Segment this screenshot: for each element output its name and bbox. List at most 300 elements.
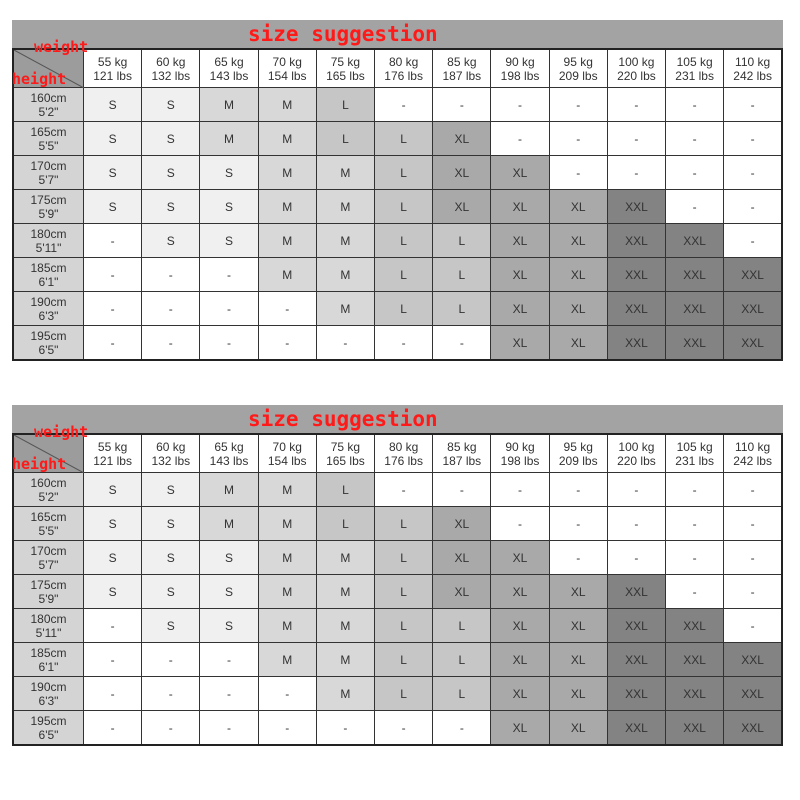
size-cell: M bbox=[316, 156, 374, 190]
weight-kg: 100 kg bbox=[618, 54, 655, 69]
weight-lbs: 231 lbs bbox=[675, 453, 714, 468]
height-ft: 5'9" bbox=[38, 591, 59, 606]
height-cm: 180cm bbox=[30, 226, 67, 241]
weight-header bbox=[666, 434, 724, 473]
height-cm: 175cm bbox=[30, 192, 67, 207]
size-cell: - bbox=[724, 541, 782, 575]
size-cell: - bbox=[142, 643, 200, 677]
size-cell: XL bbox=[433, 541, 491, 575]
size-cell: XXL bbox=[607, 224, 665, 258]
size-cell: L bbox=[316, 88, 374, 122]
size-cell: M bbox=[316, 541, 374, 575]
size-cell: L bbox=[433, 224, 491, 258]
size-cell: S bbox=[84, 541, 142, 575]
height-ft: 6'3" bbox=[38, 308, 59, 323]
size-cell: S bbox=[142, 88, 200, 122]
weight-kg: 55 kg bbox=[97, 54, 128, 69]
height-cm: 165cm bbox=[30, 509, 67, 524]
size-cell: M bbox=[258, 190, 316, 224]
size-cell: M bbox=[316, 258, 374, 292]
height-ft: 6'5" bbox=[38, 342, 59, 357]
size-cell: L bbox=[375, 507, 433, 541]
size-cell: - bbox=[666, 190, 724, 224]
size-cell: XL bbox=[549, 190, 607, 224]
size-cell: S bbox=[142, 122, 200, 156]
size-cell: L bbox=[375, 258, 433, 292]
weight-header bbox=[142, 49, 200, 88]
weight-lbs: 165 lbs bbox=[326, 68, 365, 83]
size-cell: - bbox=[200, 326, 258, 361]
size-cell: - bbox=[258, 677, 316, 711]
size-cell: XL bbox=[433, 156, 491, 190]
size-cell: XXL bbox=[607, 326, 665, 361]
weight-header bbox=[491, 434, 549, 473]
size-cell: S bbox=[142, 224, 200, 258]
weight-kg: 85 kg bbox=[447, 54, 477, 69]
size-cell: XL bbox=[433, 190, 491, 224]
size-cell: - bbox=[200, 643, 258, 677]
height-cm: 170cm bbox=[30, 158, 67, 173]
size-cell: - bbox=[724, 609, 782, 643]
weight-lbs: 121 lbs bbox=[93, 68, 132, 83]
height-ft: 5'9" bbox=[38, 206, 59, 221]
height-ft: 5'11" bbox=[35, 625, 62, 640]
size-cell: - bbox=[433, 88, 491, 122]
size-cell: M bbox=[316, 190, 374, 224]
height-header bbox=[13, 292, 84, 326]
size-cell: S bbox=[84, 473, 142, 507]
size-cell: M bbox=[200, 88, 258, 122]
size-cell: XXL bbox=[607, 292, 665, 326]
weight-lbs: 209 lbs bbox=[558, 453, 598, 468]
size-cell: S bbox=[200, 156, 258, 190]
size-cell: XXL bbox=[724, 677, 782, 711]
size-cell: M bbox=[200, 507, 258, 541]
size-cell: - bbox=[549, 541, 607, 575]
size-cell: XL bbox=[549, 609, 607, 643]
weight-header bbox=[433, 434, 491, 473]
size-cell: XL bbox=[491, 643, 549, 677]
size-cell: - bbox=[84, 643, 142, 677]
weight-header bbox=[200, 434, 258, 473]
size-chart-top bbox=[12, 20, 783, 361]
height-cm: 185cm bbox=[30, 645, 67, 660]
size-cell: L bbox=[375, 190, 433, 224]
size-cell: - bbox=[549, 507, 607, 541]
size-cell: - bbox=[491, 507, 549, 541]
weight-lbs: 187 lbs bbox=[442, 68, 482, 83]
size-cell: - bbox=[258, 292, 316, 326]
header-row bbox=[13, 434, 782, 473]
size-cell: - bbox=[142, 258, 200, 292]
weight-kg: 95 kg bbox=[563, 54, 593, 69]
size-cell: XL bbox=[491, 677, 549, 711]
weight-kg: 60 kg bbox=[156, 54, 186, 69]
height-label: height bbox=[12, 70, 67, 88]
height-ft: 5'7" bbox=[38, 557, 59, 572]
weight-header bbox=[316, 434, 374, 473]
size-cell: XXL bbox=[666, 677, 724, 711]
size-cell: - bbox=[84, 677, 142, 711]
size-cell: - bbox=[666, 122, 724, 156]
table-row bbox=[13, 677, 782, 711]
table-row bbox=[13, 326, 782, 361]
size-cell: S bbox=[84, 122, 142, 156]
size-cell: L bbox=[316, 122, 374, 156]
table-row bbox=[13, 292, 782, 326]
height-header bbox=[13, 122, 84, 156]
weight-header bbox=[724, 434, 782, 473]
weight-lbs: 154 lbs bbox=[267, 453, 307, 468]
size-cell: XXL bbox=[607, 258, 665, 292]
header-row bbox=[13, 49, 782, 88]
corner-cell bbox=[12, 423, 89, 473]
size-cell: - bbox=[607, 122, 665, 156]
size-cell: L bbox=[375, 609, 433, 643]
size-cell: M bbox=[258, 122, 316, 156]
size-cell: - bbox=[142, 711, 200, 746]
size-cell: M bbox=[316, 224, 374, 258]
size-cell: XXL bbox=[666, 609, 724, 643]
size-cell: M bbox=[258, 541, 316, 575]
size-cell: M bbox=[258, 224, 316, 258]
size-cell: L bbox=[375, 224, 433, 258]
height-cm: 180cm bbox=[30, 611, 67, 626]
size-cell: - bbox=[549, 122, 607, 156]
size-cell: XXL bbox=[666, 224, 724, 258]
size-cell: S bbox=[200, 609, 258, 643]
size-cell: S bbox=[84, 507, 142, 541]
size-cell: XL bbox=[491, 711, 549, 746]
weight-header bbox=[84, 434, 142, 473]
size-cell: - bbox=[607, 541, 665, 575]
height-cm: 160cm bbox=[30, 475, 67, 490]
height-header bbox=[13, 609, 84, 643]
weight-lbs: 132 lbs bbox=[151, 453, 191, 468]
size-cell: S bbox=[84, 88, 142, 122]
size-cell: S bbox=[200, 541, 258, 575]
height-cm: 185cm bbox=[30, 260, 67, 275]
weight-lbs: 143 lbs bbox=[209, 453, 249, 468]
size-cell: S bbox=[142, 609, 200, 643]
size-table bbox=[12, 423, 783, 746]
size-cell: - bbox=[375, 326, 433, 361]
size-cell: - bbox=[607, 507, 665, 541]
size-cell: XXL bbox=[724, 643, 782, 677]
height-label: height bbox=[12, 455, 67, 473]
weight-lbs: 198 lbs bbox=[500, 68, 540, 83]
size-cell: - bbox=[375, 711, 433, 746]
weight-lbs: 187 lbs bbox=[442, 453, 482, 468]
weight-kg: 60 kg bbox=[156, 439, 186, 454]
size-cell: XXL bbox=[607, 575, 665, 609]
weight-kg: 70 kg bbox=[272, 54, 302, 69]
size-cell: S bbox=[142, 507, 200, 541]
size-cell: - bbox=[666, 575, 724, 609]
size-cell: L bbox=[375, 643, 433, 677]
size-cell: - bbox=[724, 575, 782, 609]
height-header bbox=[13, 326, 84, 361]
height-header bbox=[13, 677, 84, 711]
weight-header bbox=[142, 434, 200, 473]
height-cm: 175cm bbox=[30, 577, 67, 592]
size-cell: M bbox=[258, 258, 316, 292]
chart-title: size suggestion bbox=[248, 22, 438, 46]
weight-kg: 85 kg bbox=[447, 439, 477, 454]
size-cell: - bbox=[607, 88, 665, 122]
weight-header bbox=[375, 434, 433, 473]
size-cell: L bbox=[433, 258, 491, 292]
size-cell: XXL bbox=[607, 190, 665, 224]
table-row bbox=[13, 122, 782, 156]
weight-header bbox=[607, 434, 665, 473]
weight-lbs: 165 lbs bbox=[326, 453, 365, 468]
weight-lbs: 121 lbs bbox=[93, 453, 132, 468]
weight-kg: 80 kg bbox=[388, 439, 419, 454]
height-header bbox=[13, 507, 84, 541]
weight-header bbox=[258, 434, 316, 473]
weight-header bbox=[433, 49, 491, 88]
size-cell: XL bbox=[433, 507, 491, 541]
size-cell: L bbox=[375, 122, 433, 156]
weight-kg: 90 kg bbox=[505, 54, 535, 69]
size-cell: L bbox=[375, 292, 433, 326]
size-cell: XXL bbox=[666, 326, 724, 361]
size-cell: XL bbox=[491, 156, 549, 190]
size-cell: XL bbox=[491, 258, 549, 292]
size-cell: - bbox=[724, 507, 782, 541]
size-cell: XL bbox=[549, 258, 607, 292]
height-ft: 6'1" bbox=[38, 274, 59, 289]
size-cell: - bbox=[491, 473, 549, 507]
size-cell: - bbox=[84, 292, 142, 326]
size-cell: XL bbox=[549, 224, 607, 258]
size-cell: M bbox=[258, 156, 316, 190]
table-row bbox=[13, 609, 782, 643]
size-cell: - bbox=[549, 473, 607, 507]
height-cm: 190cm bbox=[30, 294, 67, 309]
size-cell: XL bbox=[549, 643, 607, 677]
table-row bbox=[13, 88, 782, 122]
height-ft: 5'11" bbox=[35, 240, 62, 255]
size-cell: S bbox=[200, 575, 258, 609]
size-cell: - bbox=[142, 292, 200, 326]
size-cell: XXL bbox=[607, 677, 665, 711]
size-cell: XL bbox=[549, 677, 607, 711]
size-cell: XXL bbox=[607, 711, 665, 746]
height-header bbox=[13, 224, 84, 258]
height-cm: 195cm bbox=[30, 713, 67, 728]
size-cell: - bbox=[84, 326, 142, 361]
size-cell: XL bbox=[491, 326, 549, 361]
size-cell: S bbox=[200, 224, 258, 258]
size-cell: M bbox=[316, 643, 374, 677]
size-cell: - bbox=[724, 190, 782, 224]
size-cell: XXL bbox=[724, 292, 782, 326]
table-row bbox=[13, 643, 782, 677]
size-cell: L bbox=[433, 609, 491, 643]
height-header bbox=[13, 473, 84, 507]
weight-label: weight bbox=[34, 38, 89, 56]
height-cm: 190cm bbox=[30, 679, 67, 694]
size-cell: XL bbox=[491, 609, 549, 643]
height-ft: 6'5" bbox=[38, 727, 59, 742]
size-table bbox=[12, 38, 783, 361]
size-cell: S bbox=[142, 190, 200, 224]
height-cm: 165cm bbox=[30, 124, 67, 139]
size-cell: M bbox=[258, 473, 316, 507]
size-cell: - bbox=[84, 711, 142, 746]
size-cell: XL bbox=[549, 711, 607, 746]
weight-kg: 55 kg bbox=[97, 439, 128, 454]
size-cell: L bbox=[375, 575, 433, 609]
height-header bbox=[13, 190, 84, 224]
weight-kg: 105 kg bbox=[676, 54, 713, 69]
height-header bbox=[13, 258, 84, 292]
height-ft: 5'5" bbox=[38, 138, 59, 153]
size-cell: XXL bbox=[607, 643, 665, 677]
size-cell: S bbox=[142, 575, 200, 609]
height-ft: 6'1" bbox=[38, 659, 59, 674]
size-cell: - bbox=[375, 473, 433, 507]
table-row bbox=[13, 711, 782, 746]
size-cell: XL bbox=[491, 541, 549, 575]
size-cell: XXL bbox=[666, 711, 724, 746]
size-cell: M bbox=[200, 473, 258, 507]
size-cell: - bbox=[200, 677, 258, 711]
size-cell: L bbox=[375, 677, 433, 711]
size-cell: XL bbox=[549, 575, 607, 609]
weight-lbs: 209 lbs bbox=[558, 68, 598, 83]
weight-lbs: 220 lbs bbox=[617, 453, 656, 468]
height-header bbox=[13, 541, 84, 575]
weight-kg: 75 kg bbox=[330, 439, 361, 454]
height-header bbox=[13, 643, 84, 677]
height-ft: 6'3" bbox=[38, 693, 59, 708]
size-cell: - bbox=[724, 473, 782, 507]
size-cell: - bbox=[666, 507, 724, 541]
size-cell: - bbox=[84, 609, 142, 643]
size-cell: - bbox=[433, 711, 491, 746]
size-cell: - bbox=[491, 122, 549, 156]
size-cell: XXL bbox=[666, 258, 724, 292]
size-cell: - bbox=[666, 473, 724, 507]
size-cell: - bbox=[375, 88, 433, 122]
weight-lbs: 242 lbs bbox=[733, 453, 772, 468]
size-cell: - bbox=[666, 541, 724, 575]
size-cell: - bbox=[549, 156, 607, 190]
title-bar bbox=[12, 405, 783, 433]
size-cell: - bbox=[258, 326, 316, 361]
size-cell: - bbox=[142, 677, 200, 711]
size-cell: L bbox=[433, 643, 491, 677]
size-cell: XL bbox=[549, 326, 607, 361]
weight-kg: 65 kg bbox=[214, 54, 244, 69]
size-cell: - bbox=[549, 88, 607, 122]
weight-header bbox=[549, 434, 607, 473]
size-cell: - bbox=[666, 156, 724, 190]
table-row bbox=[13, 507, 782, 541]
size-cell: XXL bbox=[666, 292, 724, 326]
size-cell: - bbox=[433, 326, 491, 361]
height-cm: 195cm bbox=[30, 328, 67, 343]
weight-lbs: 231 lbs bbox=[675, 68, 714, 83]
height-header bbox=[13, 88, 84, 122]
height-ft: 5'5" bbox=[38, 523, 59, 538]
weight-lbs: 143 lbs bbox=[209, 68, 249, 83]
height-header bbox=[13, 575, 84, 609]
size-cell: XL bbox=[491, 224, 549, 258]
size-cell: - bbox=[200, 292, 258, 326]
height-cm: 170cm bbox=[30, 543, 67, 558]
size-cell: S bbox=[142, 156, 200, 190]
size-cell: - bbox=[607, 156, 665, 190]
size-cell: XL bbox=[433, 122, 491, 156]
height-cm: 160cm bbox=[30, 90, 67, 105]
size-cell: M bbox=[258, 88, 316, 122]
size-cell: M bbox=[258, 507, 316, 541]
size-cell: - bbox=[433, 473, 491, 507]
size-cell: L bbox=[375, 541, 433, 575]
weight-kg: 70 kg bbox=[272, 439, 302, 454]
weight-kg: 100 kg bbox=[618, 439, 655, 454]
size-cell: S bbox=[84, 156, 142, 190]
size-cell: XL bbox=[491, 575, 549, 609]
weight-header bbox=[549, 49, 607, 88]
table-row bbox=[13, 541, 782, 575]
weight-kg: 95 kg bbox=[563, 439, 593, 454]
weight-header bbox=[316, 49, 374, 88]
weight-kg: 105 kg bbox=[676, 439, 713, 454]
weight-lbs: 176 lbs bbox=[384, 453, 423, 468]
table-row bbox=[13, 575, 782, 609]
title-bar bbox=[12, 20, 783, 48]
height-ft: 5'2" bbox=[38, 489, 59, 504]
size-cell: - bbox=[724, 88, 782, 122]
size-cell: XXL bbox=[724, 258, 782, 292]
size-cell: - bbox=[200, 711, 258, 746]
size-cell: - bbox=[607, 473, 665, 507]
height-header bbox=[13, 711, 84, 746]
weight-kg: 80 kg bbox=[388, 54, 419, 69]
size-cell: XL bbox=[491, 190, 549, 224]
weight-header bbox=[607, 49, 665, 88]
weight-header bbox=[200, 49, 258, 88]
size-cell: S bbox=[84, 575, 142, 609]
size-cell: - bbox=[258, 711, 316, 746]
table-row bbox=[13, 258, 782, 292]
size-cell: L bbox=[433, 677, 491, 711]
size-cell: M bbox=[258, 643, 316, 677]
size-cell: S bbox=[142, 541, 200, 575]
weight-lbs: 154 lbs bbox=[267, 68, 307, 83]
chart-title: size suggestion bbox=[248, 407, 438, 431]
size-cell: M bbox=[316, 292, 374, 326]
size-cell: M bbox=[258, 609, 316, 643]
size-cell: M bbox=[316, 677, 374, 711]
table-row bbox=[13, 473, 782, 507]
size-cell: M bbox=[316, 609, 374, 643]
size-cell: M bbox=[258, 575, 316, 609]
size-cell: - bbox=[200, 258, 258, 292]
size-cell: M bbox=[200, 122, 258, 156]
weight-kg: 110 kg bbox=[735, 54, 771, 69]
size-cell: L bbox=[375, 156, 433, 190]
size-cell: XXL bbox=[607, 609, 665, 643]
table-row bbox=[13, 156, 782, 190]
weight-header bbox=[724, 49, 782, 88]
size-cell: L bbox=[433, 292, 491, 326]
